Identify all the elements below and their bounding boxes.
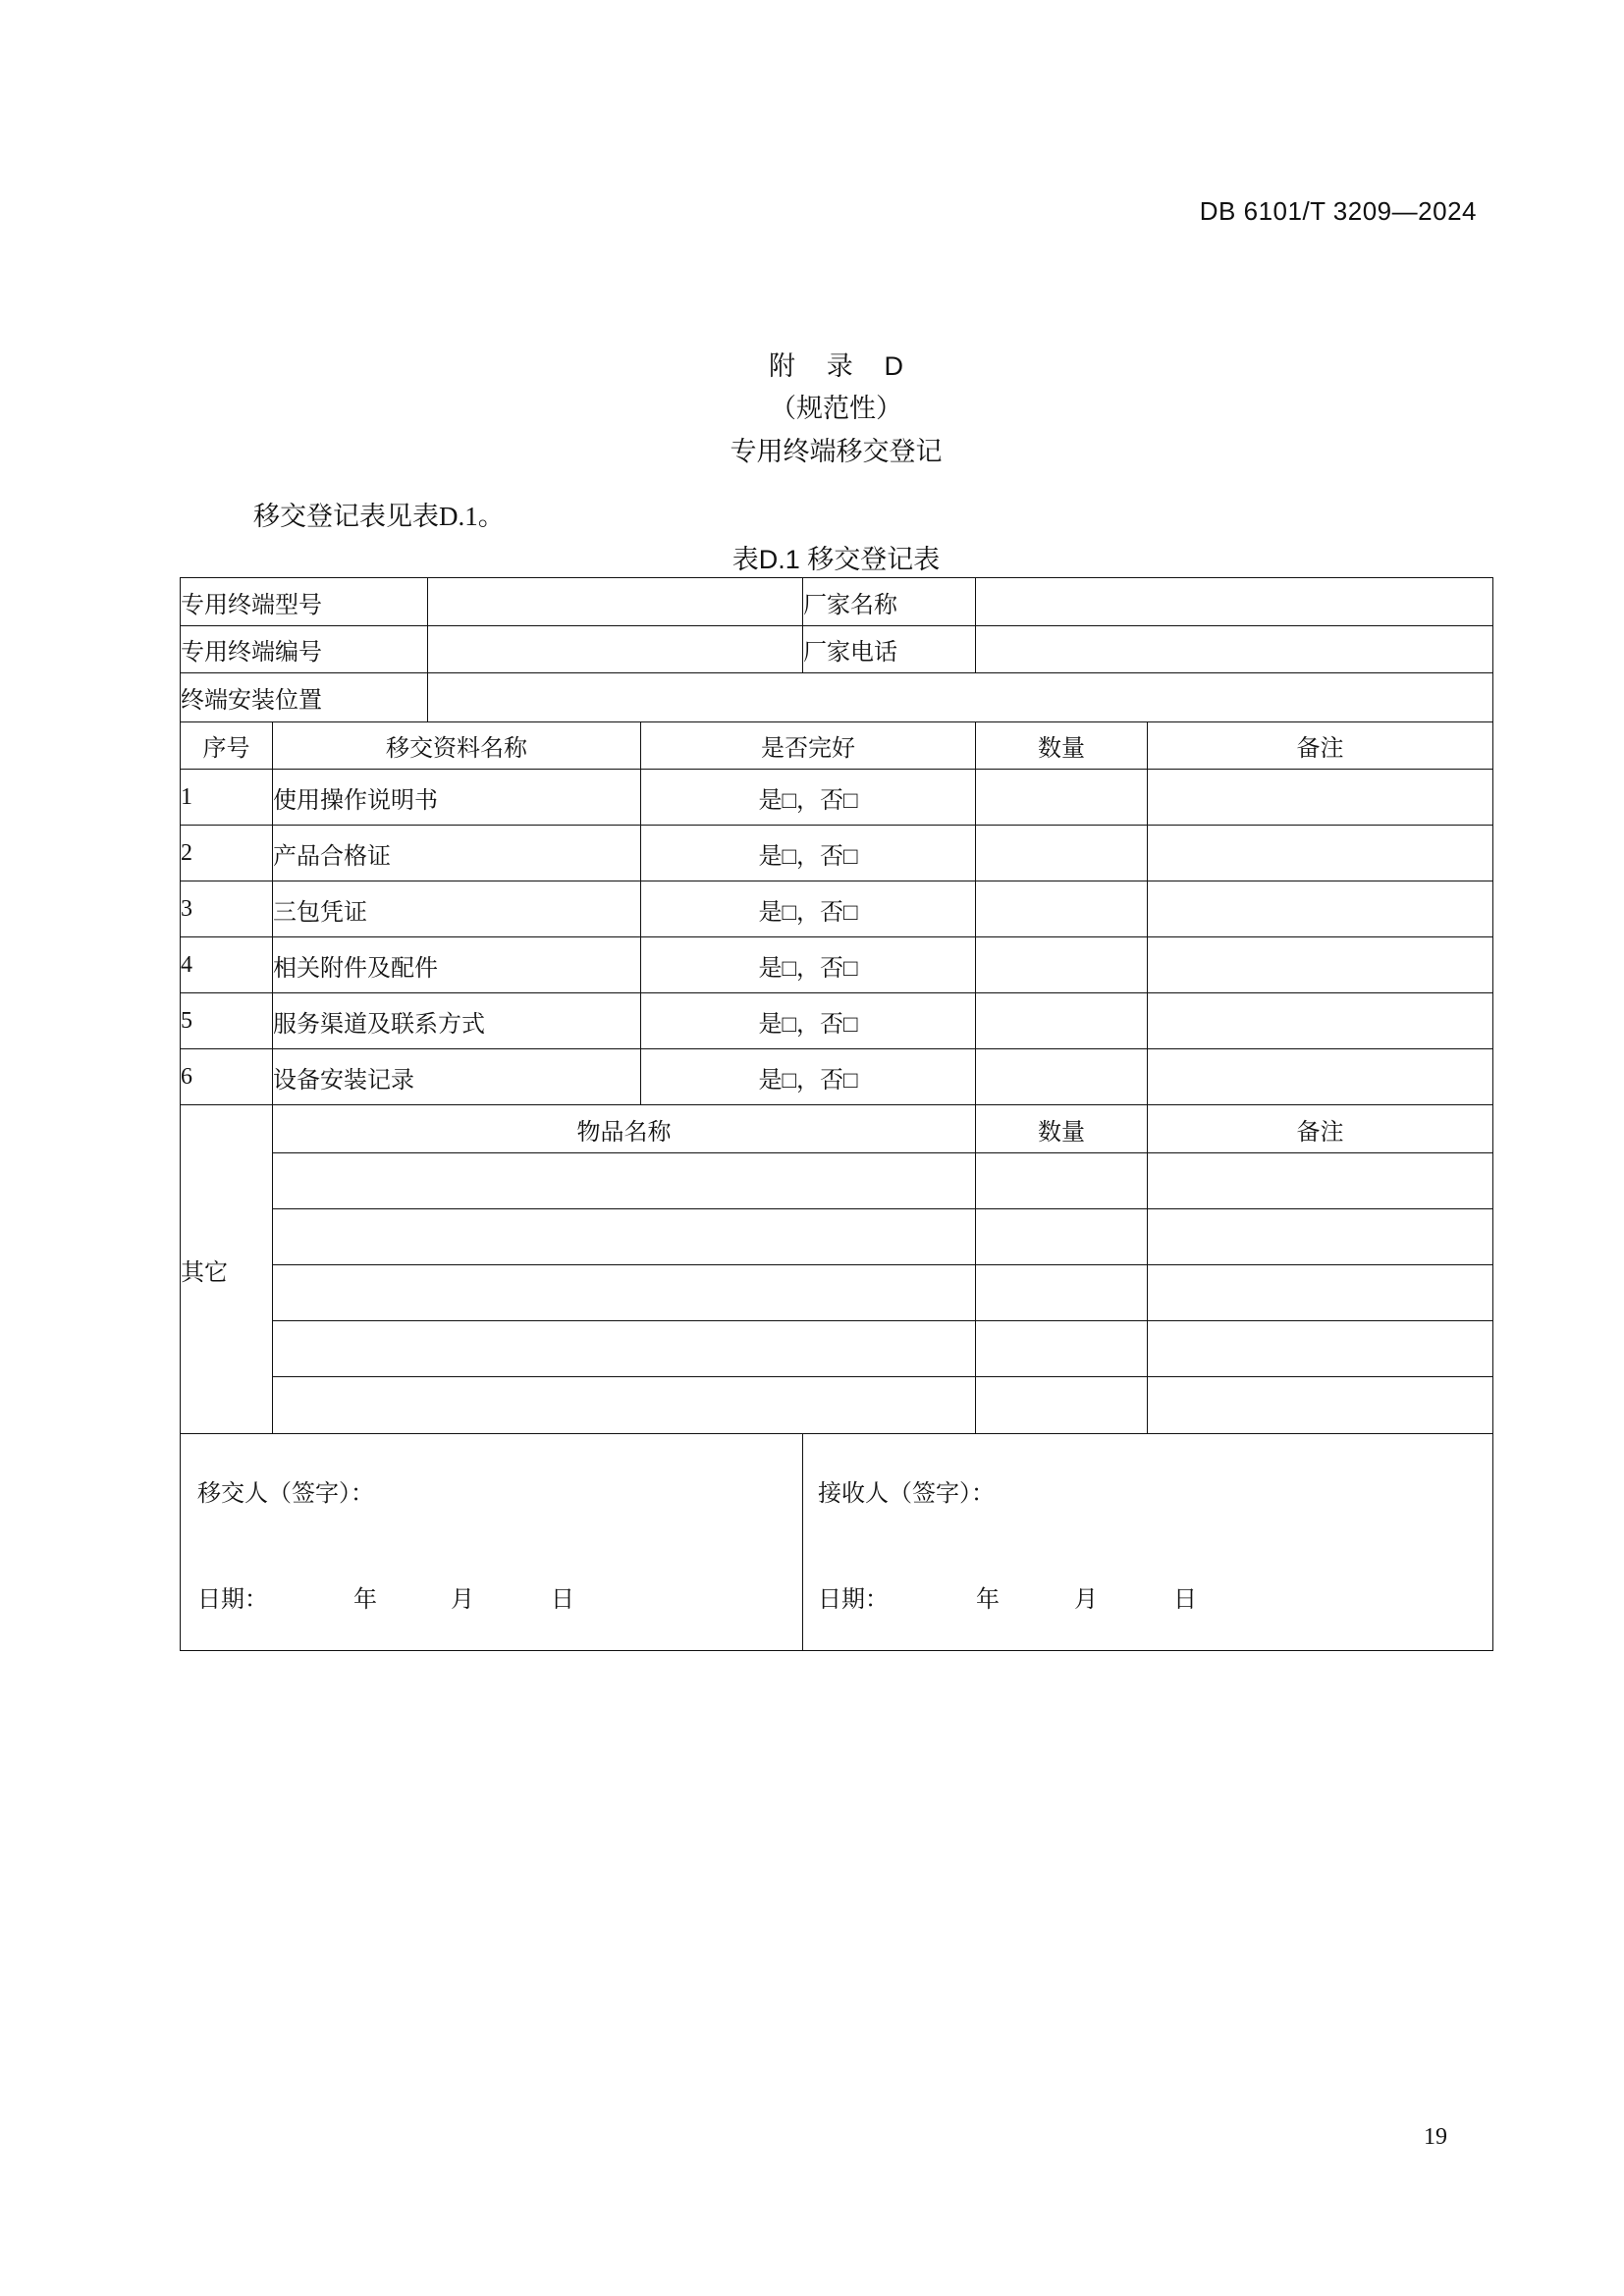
column-header-no: 序号 xyxy=(181,722,273,770)
handover-signature-label: 移交人（签字）： xyxy=(197,1481,374,1507)
maker-phone-label: 厂家电话 xyxy=(803,626,976,673)
info-row-location xyxy=(181,673,1493,722)
receiver-year-label: 年 xyxy=(976,1587,1000,1613)
document-code: DB 6101/T 3209—2024 xyxy=(1199,196,1477,226)
item-number: 6 xyxy=(181,1049,273,1105)
others-label: 其它 xyxy=(181,1105,273,1434)
item-name: 使用操作说明书 xyxy=(273,770,641,826)
others-item-remarks xyxy=(1148,1153,1493,1209)
others-item-quantity xyxy=(976,1265,1148,1321)
column-header-remarks: 备注 xyxy=(1148,722,1493,770)
table-row xyxy=(181,993,1493,1049)
handover-month-label: 月 xyxy=(451,1587,474,1613)
handover-year-label: 年 xyxy=(353,1587,377,1613)
others-item-remarks xyxy=(1148,1377,1493,1434)
item-number: 1 xyxy=(181,770,273,826)
item-quantity xyxy=(976,937,1148,993)
receiver-date-label: 日期： xyxy=(818,1587,889,1613)
item-condition: 是□，否□ xyxy=(641,937,976,993)
item-condition: 是□，否□ xyxy=(641,770,976,826)
receiver-signature-label: 接收人（签字）： xyxy=(818,1481,995,1507)
item-remarks xyxy=(1148,937,1493,993)
appendix-nature: （规范性） xyxy=(770,394,902,423)
column-header-condition: 是否完好 xyxy=(641,722,976,770)
receiver-day-label: 日 xyxy=(1173,1587,1197,1613)
maker-name-value xyxy=(976,578,1493,626)
page-number: 19 xyxy=(1424,2124,1447,2150)
item-name: 相关附件及配件 xyxy=(273,937,641,993)
item-quantity xyxy=(976,993,1148,1049)
item-remarks xyxy=(1148,881,1493,937)
handover-signature-cell xyxy=(181,1434,803,1651)
item-condition: 是□，否□ xyxy=(641,1049,976,1105)
handover-register-table xyxy=(180,577,1493,1651)
receiver-month-label: 月 xyxy=(1074,1587,1098,1613)
item-number: 5 xyxy=(181,993,273,1049)
terminal-model-value xyxy=(428,578,803,626)
others-row xyxy=(181,1209,1493,1265)
handover-date-label: 日期： xyxy=(197,1587,268,1613)
others-header-row xyxy=(181,1105,1493,1153)
others-row xyxy=(181,1321,1493,1377)
table-row xyxy=(181,937,1493,993)
others-item-quantity xyxy=(976,1321,1148,1377)
others-item-quantity xyxy=(976,1209,1148,1265)
others-header-name: 物品名称 xyxy=(273,1105,976,1153)
others-item-name xyxy=(273,1321,976,1377)
item-quantity xyxy=(976,826,1148,881)
appendix-title: 专用终端移交登记 xyxy=(730,437,943,466)
item-condition: 是□，否□ xyxy=(641,993,976,1049)
item-name: 产品合格证 xyxy=(273,826,641,881)
info-row-model xyxy=(181,578,1493,626)
terminal-serial-value xyxy=(428,626,803,673)
table-caption: 表D.1 移交登记表 xyxy=(731,545,941,574)
others-item-remarks xyxy=(1148,1321,1493,1377)
maker-phone-value xyxy=(976,626,1493,673)
others-header-remarks: 备注 xyxy=(1148,1105,1493,1153)
maker-name-label: 厂家名称 xyxy=(803,578,976,626)
receiver-signature-cell xyxy=(803,1434,1493,1651)
others-row xyxy=(181,1265,1493,1321)
item-number: 4 xyxy=(181,937,273,993)
item-condition: 是□，否□ xyxy=(641,881,976,937)
item-number: 2 xyxy=(181,826,273,881)
signature-row xyxy=(181,1434,1493,1651)
info-row-serial xyxy=(181,626,1493,673)
table-row xyxy=(181,826,1493,881)
item-remarks xyxy=(1148,1049,1493,1105)
terminal-model-label: 专用终端型号 xyxy=(181,578,428,626)
item-remarks xyxy=(1148,770,1493,826)
others-item-remarks xyxy=(1148,1265,1493,1321)
item-name: 服务渠道及联系方式 xyxy=(273,993,641,1049)
terminal-serial-label: 专用终端编号 xyxy=(181,626,428,673)
table-row xyxy=(181,1049,1493,1105)
handover-day-label: 日 xyxy=(551,1587,574,1613)
item-number: 3 xyxy=(181,881,273,937)
others-row xyxy=(181,1153,1493,1209)
item-remarks xyxy=(1148,993,1493,1049)
others-item-quantity xyxy=(976,1153,1148,1209)
column-header-name: 移交资料名称 xyxy=(273,722,641,770)
others-item-name xyxy=(273,1265,976,1321)
item-quantity xyxy=(976,881,1148,937)
table-row xyxy=(181,881,1493,937)
item-quantity xyxy=(976,1049,1148,1105)
others-item-name xyxy=(273,1209,976,1265)
appendix-label: 附 录 D xyxy=(768,351,904,381)
item-name: 三包凭证 xyxy=(273,881,641,937)
column-header-quantity: 数量 xyxy=(976,722,1148,770)
item-remarks xyxy=(1148,826,1493,881)
intro-text: 移交登记表见表D.1。 xyxy=(253,502,505,531)
others-header-quantity: 数量 xyxy=(976,1105,1148,1153)
install-location-label: 终端安装位置 xyxy=(181,673,428,722)
others-row xyxy=(181,1377,1493,1434)
install-location-value xyxy=(428,673,1493,722)
others-item-remarks xyxy=(1148,1209,1493,1265)
table-row xyxy=(181,770,1493,826)
item-quantity xyxy=(976,770,1148,826)
item-condition: 是□，否□ xyxy=(641,826,976,881)
items-header-row xyxy=(181,722,1493,770)
others-item-name xyxy=(273,1153,976,1209)
others-item-quantity xyxy=(976,1377,1148,1434)
others-item-name xyxy=(273,1377,976,1434)
item-name: 设备安装记录 xyxy=(273,1049,641,1105)
